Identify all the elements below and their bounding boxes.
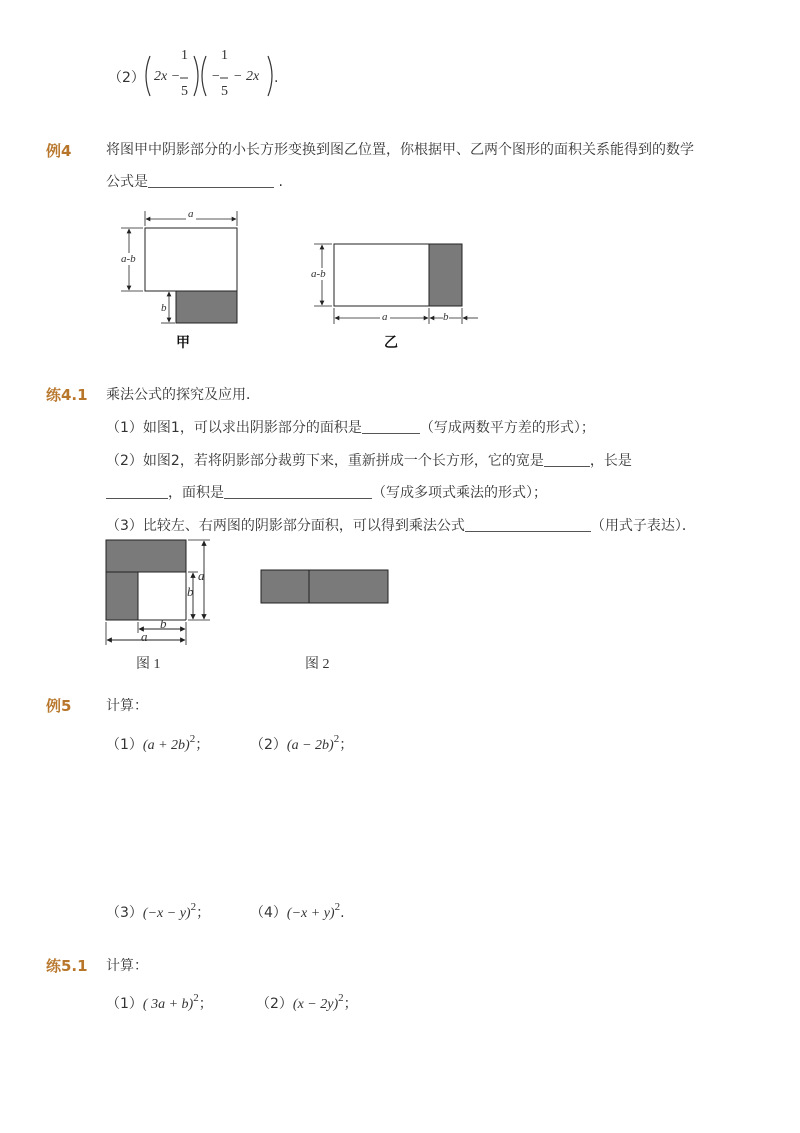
ex5-i4-expr: (−x + y): [286, 906, 335, 921]
yi-a-label: a: [382, 311, 388, 323]
f1-den: 5: [181, 84, 188, 99]
pr51-item-1: [106, 993, 213, 1013]
pr41-q2-width-blank[interactable]: [544, 452, 590, 467]
paren-left-1: [146, 56, 150, 96]
jia-a-label: a: [188, 208, 194, 220]
f2-den: 5: [221, 84, 228, 99]
f1-a: 2x −: [154, 69, 181, 84]
ex5-i3-exp: 2: [190, 901, 197, 913]
ex5-item-4: [250, 902, 345, 922]
ex5-item-2: [250, 734, 353, 754]
paren-right-2: [268, 56, 272, 96]
pr51-i2-exp: 2: [338, 992, 344, 1004]
ex5-i1-exp: 2: [189, 733, 196, 745]
pr51-intro: 计算：: [106, 958, 148, 974]
f2-num: 1: [221, 48, 228, 63]
fig1-shade-top: [106, 540, 186, 572]
pr41-q2-area-blank[interactable]: [224, 484, 372, 499]
f2-minus: −: [211, 69, 221, 84]
fig1-shade-left: [106, 572, 138, 620]
pr51-i2-end: ；: [343, 996, 358, 1012]
pr51-label: 练5.1: [46, 957, 88, 975]
ex4-line1: 将图甲中阴影部分的小长方形变换到图乙位置，你根据甲、乙两个图形的面积关系能得到的数学: [106, 142, 694, 158]
pr51-i1-end: ；: [198, 996, 213, 1012]
ex5-i3-expr: (−x − y): [142, 906, 191, 921]
pr41-q3-a: （3）比较左、右两图的阴影部分面积，可以得到乘法公式: [106, 518, 465, 534]
pr41-label: 练4.1: [46, 386, 88, 404]
pr51-i2-num: （2）: [256, 996, 293, 1012]
paren-right-1: [194, 56, 198, 96]
f1-num: 1: [181, 48, 188, 63]
pr41-q1-a: （1）如图1，可以求出阴影部分的面积是: [106, 420, 362, 436]
fig2-rect-right: [309, 570, 388, 603]
jia-amb-label: a-b: [121, 253, 136, 265]
yi-shaded-rect: [429, 244, 462, 306]
pr41-q2-d: （写成多项式乘法的形式）；: [372, 485, 547, 501]
pr51-i1-num: （1）: [106, 996, 143, 1012]
ex5-label: 例5: [46, 697, 72, 715]
pr41-q2-cont: [106, 484, 547, 502]
figure-yi: [310, 236, 490, 336]
fig1-b-right-label: b: [187, 584, 194, 599]
yi-caption: 乙: [384, 335, 398, 351]
ex5-i3-end: ；: [196, 905, 211, 921]
ex5-i1-end: ；: [195, 737, 210, 753]
ex5-item-1: [106, 734, 209, 754]
pr51-i2-expr: (x − 2y): [292, 997, 339, 1012]
ex5-i4-end: .: [340, 905, 345, 921]
pr41-q1: [106, 419, 595, 437]
pr41-q2-b: ，长是: [589, 453, 632, 469]
ex4-line2: [106, 173, 283, 191]
fig1-b-bottom-label: b: [160, 616, 167, 631]
pr41-q2-length-blank[interactable]: [106, 484, 168, 499]
ex5-intro: 计算：: [106, 698, 148, 714]
jia-shaded-rect: [176, 291, 237, 323]
top-item: [108, 50, 288, 102]
pr41-q2: [106, 452, 632, 470]
fig1-a-right-label: a: [198, 568, 205, 583]
item-number: （2）: [108, 70, 145, 86]
jia-main-rect: [145, 228, 237, 291]
pr41-q2-a: （2）如图2，若将阴影部分裁剪下来，重新拼成一个长方形，它的宽是: [106, 453, 544, 469]
pr41-q2-c: ，面积是: [168, 485, 224, 501]
ex4-line2-text: 公式是: [106, 174, 148, 190]
figure-2: [258, 566, 393, 608]
ex5-i2-end: ；: [339, 737, 354, 753]
jia-b-label: b: [161, 302, 167, 314]
pr41-q3: [106, 517, 696, 535]
ex5-i4-num: （4）: [250, 905, 287, 921]
top-end: .: [274, 70, 279, 86]
ex5-i2-exp: 2: [333, 733, 340, 745]
figure-jia: [115, 205, 255, 355]
fig2-rect-left: [261, 570, 309, 603]
pr51-i1-expr: ( 3a + b): [142, 997, 194, 1012]
ex5-item-3: [106, 902, 210, 922]
jia-caption: 甲: [176, 335, 190, 351]
pr41-q3-b: （用式子表达）．: [590, 518, 696, 534]
pr41-q1-blank[interactable]: [362, 419, 420, 434]
pr51-item-2: [256, 993, 358, 1013]
pr41-q3-blank[interactable]: [465, 517, 591, 532]
pr41-intro: 乘法公式的探究及应用．: [106, 387, 260, 403]
ex4-answer-blank[interactable]: [148, 173, 274, 188]
f2-b: − 2x: [233, 69, 260, 84]
paren-left-2: [202, 56, 206, 96]
pr51-i1-exp: 2: [193, 992, 199, 1004]
yi-amb-label: a-b: [311, 268, 326, 280]
ex4-label: 例4: [46, 142, 72, 160]
ex5-i1-num: （1）: [106, 737, 143, 753]
yi-b-label: b: [443, 311, 449, 323]
ex5-i3-num: （3）: [106, 905, 143, 921]
fig1-caption: 图 1: [136, 657, 161, 672]
pr41-q1-b: （写成两数平方差的形式）；: [419, 420, 595, 436]
fig1-a-bottom-label: a: [141, 629, 148, 644]
ex5-i1-expr: (a + 2b): [142, 738, 190, 753]
fig2-caption: 图 2: [305, 657, 330, 672]
ex5-i4-exp: 2: [334, 901, 341, 913]
ex5-i2-expr: (a − 2b): [286, 738, 334, 753]
ex4-line2-end: .: [278, 174, 283, 190]
ex5-i2-num: （2）: [250, 737, 287, 753]
